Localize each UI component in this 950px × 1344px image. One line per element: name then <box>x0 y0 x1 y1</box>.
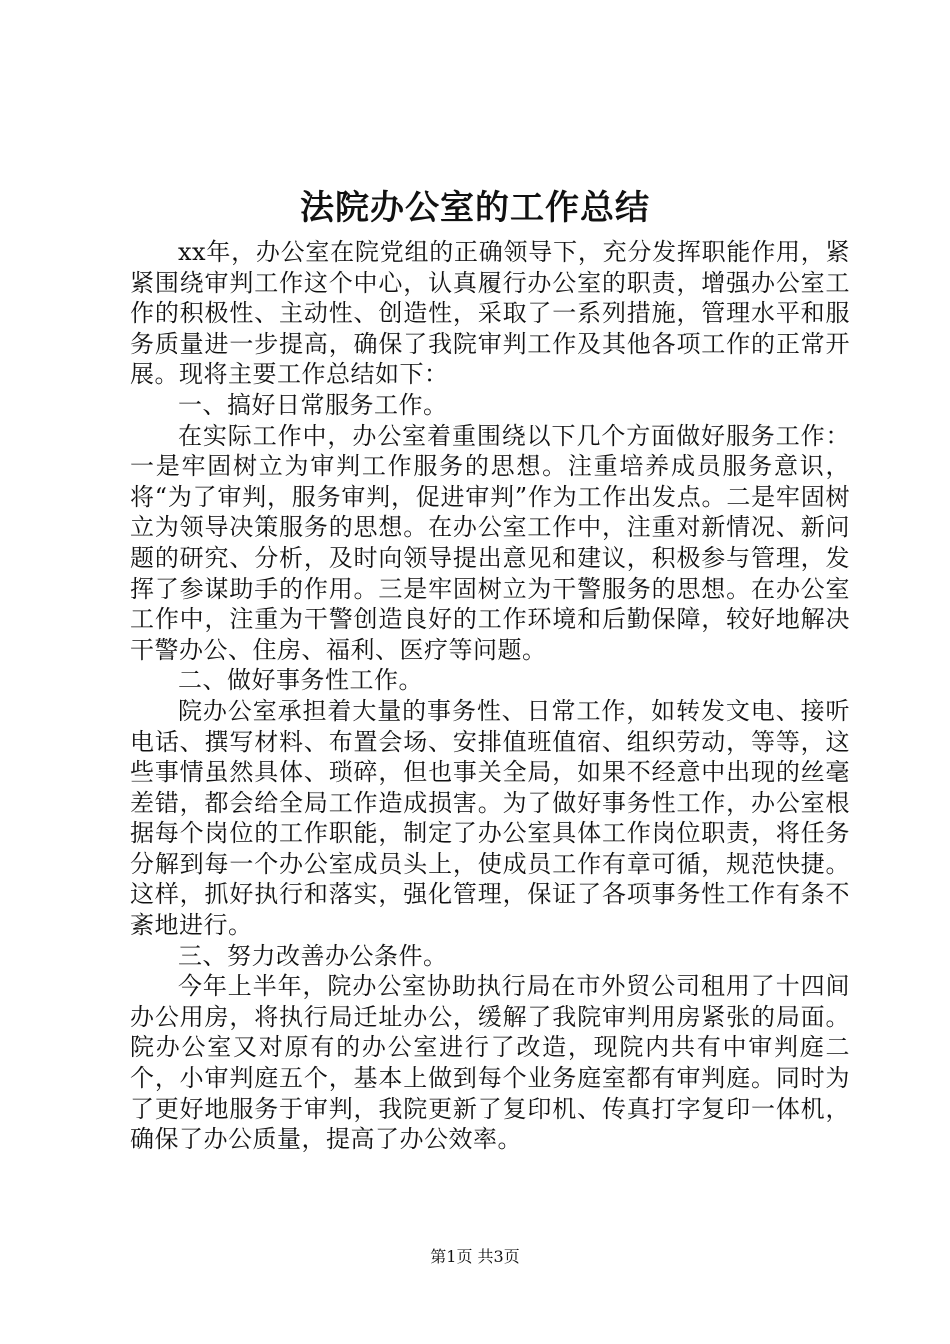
section-heading-3: 三、努力改善办公条件。 <box>178 941 448 970</box>
paragraph-section-2: 院办公室承担着大量的事务性、日常工作，如转发文电、接听电话、撰写材料、布置会场、安排值班值宿、组织劳动，等等，这些事情虽然具体、琐碎，但也事关全局，如果不经意中出现的丝毫差错，都会给全局工作造成损害。为了做好事务性工作，办公室根据每个岗位的工作职能，制定了办公室具体工作岗位职责，将任务分解到每一个办公室成员头上，使成员工作有章可循，规范快捷。这样，抓好执行和落实，强化管理，保证了各项事务性工作有条不紊地进行。 <box>130 696 850 940</box>
paragraph-section-1: 在实际工作中，办公室着重围绕以下几个方面做好服务工作：一是牢固树立为审判工作服务的思想。注重培养成员服务意识，将“为了审判，服务审判，促进审判”作为工作出发点。二是牢固树立为领导决策服务的思想。在办公室工作中，注重对新情况、新问题的研究、分析，及时向领导提出意见和建议，积极参与管理，发挥了参谋助手的作用。三是牢固树立为干警服务的思想。在办公室工作中，注重为干警创造良好的工作环境和后勤保障，较好地解决干警办公、住房、福利、医疗等问题。 <box>130 421 850 664</box>
paragraph-intro: xx年，办公室在院党组的正确领导下，充分发挥职能作用，紧紧围绕审判工作这个中心，认真履行办公室的职责，增强办公室工作的积极性、主动性、创造性，采取了一系列措施，管理水平和服务质量进一步提高，确保了我院审判工作及其他各项工作的正常开展。现将主要工作总结如下： <box>130 238 850 389</box>
paragraph-section-3: 今年上半年，院办公室协助执行局在市外贸公司租用了十四间办公用房，将执行局迁址办公，缓解了我院审判用房紧张的局面。院办公室又对原有的办公室进行了改造，现院内共有中审判庭二个，小审判庭五个，基本上做到每个业务庭室都有审判庭。同时为了更好地服务于审判，我院更新了复印机、传真打字复印一体机，确保了办公质量，提高了办公效率。 <box>130 972 850 1154</box>
page-footer: 第1页 共3页 <box>430 1247 520 1266</box>
section-heading-2: 二、做好事务性工作。 <box>178 666 423 695</box>
document-body <box>130 237 850 1155</box>
section-heading-1: 一、搞好日常服务工作。 <box>178 390 448 419</box>
document-title: 法院办公室的工作总结 <box>300 188 650 228</box>
